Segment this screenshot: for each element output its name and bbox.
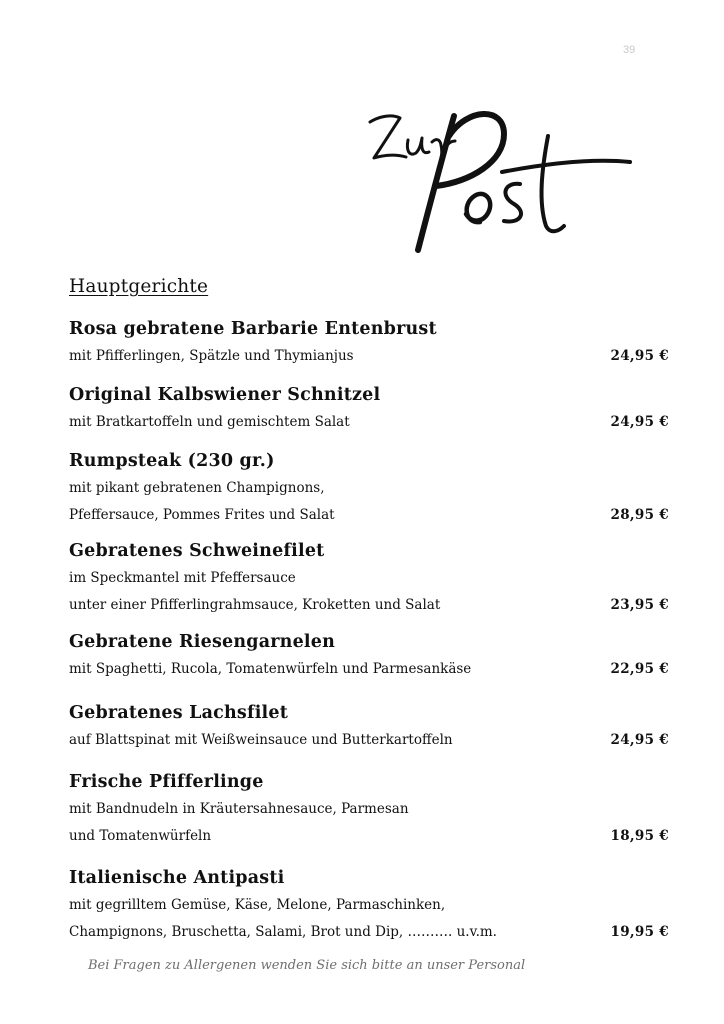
logo-text: Zur [372, 114, 374, 115]
dish-name: Rosa gebratene Barbarie Entenbrust [69, 319, 437, 339]
dish-price: 24,95 € [610, 414, 669, 430]
dish-name: Original Kalbswiener Schnitzel [69, 385, 381, 405]
zur-post-logo [362, 100, 634, 264]
dish-item-antipasti [69, 864, 669, 946]
dish-item-pfifferlinge [69, 768, 669, 850]
section-title: Hauptgerichte [69, 276, 209, 297]
dish-description: mit Bandnudeln in Kräutersahnesauce, Parmesan [69, 801, 409, 817]
dish-description: im Speckmantel mit Pfeffersauce [69, 570, 296, 586]
allergen-notice: Bei Fragen zu Allergenen wenden Sie sich bitte an unser Personal [88, 958, 526, 973]
dish-description: unter einer Pfifferlingrahmsauce, Kroketten und Salat [69, 597, 441, 613]
dish-price: 24,95 € [610, 348, 669, 364]
dish-description: Champignons, Bruschetta, Salami, Brot und Dip, ………. u.v.m. [69, 924, 497, 940]
dish-item-schweinefilet [69, 537, 669, 619]
dish-description: auf Blattspinat mit Weißweinsauce und Butterkartoffeln [69, 732, 453, 748]
dish-description: mit Pfifferlingen, Spätzle und Thymianjus [69, 348, 354, 364]
dish-name: Frische Pfifferlinge [69, 772, 264, 792]
dish-description: und Tomatenwürfeln [69, 828, 212, 844]
dish-name: Italienische Antipasti [69, 868, 285, 888]
dish-description: mit Bratkartoffeln und gemischtem Salat [69, 414, 350, 430]
dish-name: Gebratenes Lachsfilet [69, 703, 289, 723]
dish-item-schnitzel [69, 381, 669, 436]
dish-description: Pfeffersauce, Pommes Frites und Salat [69, 507, 335, 523]
dish-item-lachsfilet [69, 699, 669, 754]
dish-price: 28,95 € [610, 507, 669, 523]
svg-text:Post: Post [372, 120, 375, 121]
page-number: 39 [623, 44, 636, 56]
dish-description: mit gegrilltem Gemüse, Käse, Melone, Parmaschinken, [69, 897, 446, 913]
dish-item-rumpsteak [69, 447, 669, 529]
dish-price: 24,95 € [610, 732, 669, 748]
dish-price: 19,95 € [610, 924, 669, 940]
dish-item-riesengarnelen [69, 628, 669, 683]
dish-name: Gebratenes Schweinefilet [69, 541, 325, 561]
dish-description: mit Spaghetti, Rucola, Tomatenwürfeln und Parmesankäse [69, 661, 472, 677]
dish-price: 23,95 € [610, 597, 669, 613]
dish-item-entenbrust [69, 315, 669, 370]
dish-price: 18,95 € [610, 828, 669, 844]
dish-price: 22,95 € [610, 661, 669, 677]
dish-name: Gebratene Riesengarnelen [69, 632, 336, 652]
dish-name: Rumpsteak (230 gr.) [69, 451, 275, 471]
dish-description: mit pikant gebratenen Champignons, [69, 480, 325, 496]
